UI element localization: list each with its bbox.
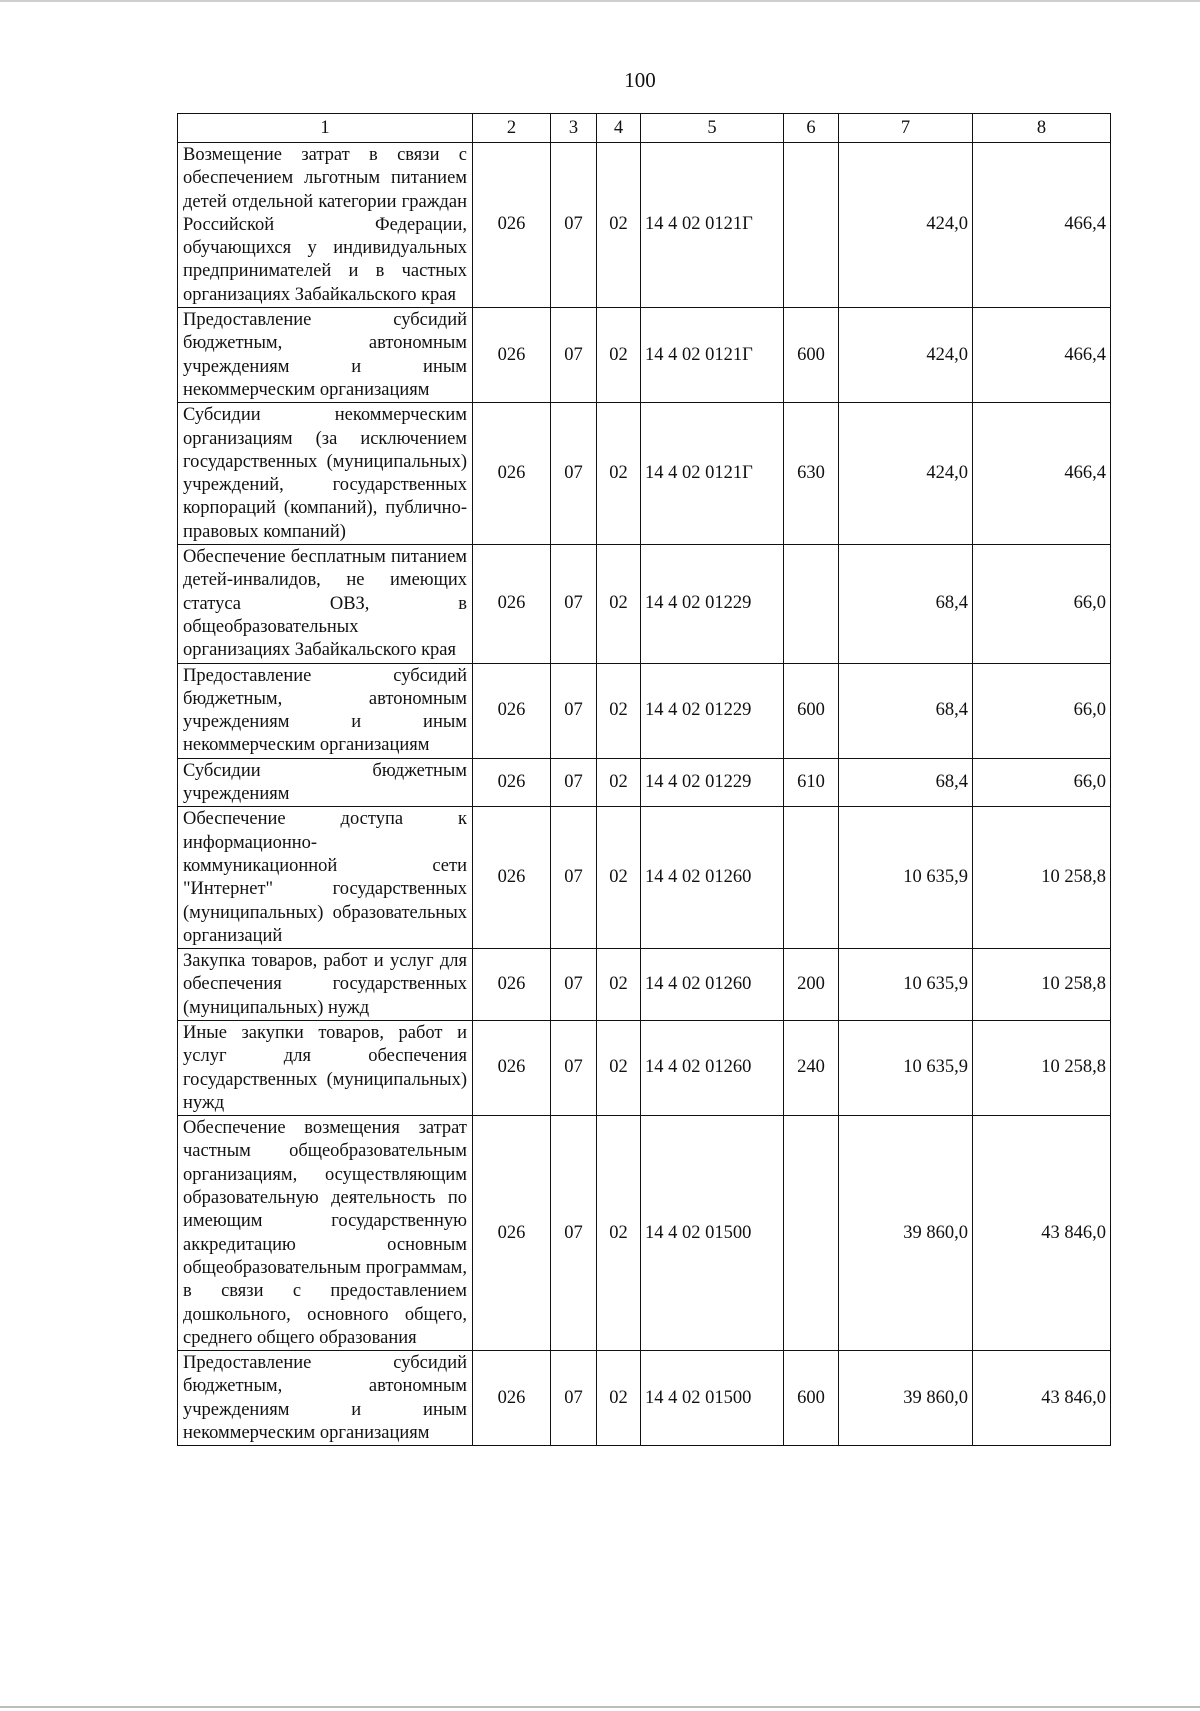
section-code: 07 [551,143,597,308]
row-description: Обеспечение доступа к информационно-коммуникационной сети "Интернет" государственных (муниципальных) образовательных организаций [178,807,473,949]
expense-type-code: 200 [784,949,839,1021]
ministry-code: 026 [473,807,551,949]
table-row [178,403,1111,545]
table-row [178,758,1111,807]
subsection-code: 02 [597,1116,641,1351]
row-description: Обеспечение бесплатным питанием детей-инвалидов, не имеющих статуса ОВЗ, в общеобразовательных организациях Забайкальского края [178,545,473,663]
section-code: 07 [551,308,597,403]
column-number-7: 7 [839,114,973,143]
ministry-code: 026 [473,1351,551,1446]
section-code: 07 [551,949,597,1021]
section-code: 07 [551,1020,597,1115]
row-description: Предоставление субсидий бюджетным, автономным учреждениям и иным некоммерческим организациям [178,663,473,758]
target-article-code: 14 4 02 01229 [641,545,784,663]
amount-year-1: 39 860,0 [839,1351,973,1446]
subsection-code: 02 [597,308,641,403]
subsection-code: 02 [597,949,641,1021]
section-code: 07 [551,807,597,949]
amount-year-2: 466,4 [973,143,1111,308]
row-description: Субсидии некоммерческим организациям (за исключением государственных (муниципальных) учреждений, государственных корпораций (компаний), публично-правовых компаний) [178,403,473,545]
target-article-code: 14 4 02 0121Г [641,403,784,545]
ministry-code: 026 [473,143,551,308]
ministry-code: 026 [473,545,551,663]
amount-year-2: 10 258,8 [973,807,1111,949]
subsection-code: 02 [597,403,641,545]
amount-year-2: 43 846,0 [973,1116,1111,1351]
ministry-code: 026 [473,663,551,758]
subsection-code: 02 [597,1351,641,1446]
row-description: Закупка товаров, работ и услуг для обеспечения государственных (муниципальных) нужд [178,949,473,1021]
expense-type-code: 600 [784,308,839,403]
amount-year-2: 43 846,0 [973,1351,1111,1446]
table-header-row [178,114,1111,143]
target-article-code: 14 4 02 0121Г [641,143,784,308]
column-number-1: 1 [178,114,473,143]
row-description: Иные закупки товаров, работ и услуг для обеспечения государственных (муниципальных) нужд [178,1020,473,1115]
column-number-3: 3 [551,114,597,143]
amount-year-2: 466,4 [973,308,1111,403]
expense-type-code [784,1116,839,1351]
subsection-code: 02 [597,143,641,308]
target-article-code: 14 4 02 01260 [641,1020,784,1115]
amount-year-1: 10 635,9 [839,949,973,1021]
amount-year-1: 424,0 [839,308,973,403]
table-row [178,949,1111,1021]
amount-year-1: 424,0 [839,403,973,545]
amount-year-2: 66,0 [973,663,1111,758]
table-row [178,807,1111,949]
budget-table [177,113,1111,1446]
row-description: Обеспечение возмещения затрат частным общеобразовательным организациям, осуществляющим образовательную деятельность по имеющим государственную аккредитацию основным общеобразовательным программам, в связи с предоставлением дошкольного, основного общего, среднего общего образования [178,1116,473,1351]
ministry-code: 026 [473,1116,551,1351]
section-code: 07 [551,1116,597,1351]
section-code: 07 [551,545,597,663]
amount-year-2: 66,0 [973,545,1111,663]
expense-type-code: 600 [784,663,839,758]
section-code: 07 [551,403,597,545]
row-description: Предоставление субсидий бюджетным, автономным учреждениям и иным некоммерческим организациям [178,308,473,403]
expense-type-code [784,807,839,949]
ministry-code: 026 [473,758,551,807]
subsection-code: 02 [597,758,641,807]
amount-year-2: 10 258,8 [973,949,1111,1021]
row-description: Субсидии бюджетным учреждениям [178,758,473,807]
target-article-code: 14 4 02 01260 [641,807,784,949]
column-number-5: 5 [641,114,784,143]
amount-year-2: 10 258,8 [973,1020,1111,1115]
scan-top-edge [0,0,1200,2]
row-description: Возмещение затрат в связи с обеспечением льготным питанием детей отдельной категории граждан Российской Федерации, обучающихся у индивидуальных предпринимателей и в частных организациях Забайкальского края [178,143,473,308]
target-article-code: 14 4 02 0121Г [641,308,784,403]
table-row [178,1116,1111,1351]
ministry-code: 026 [473,308,551,403]
amount-year-1: 424,0 [839,143,973,308]
target-article-code: 14 4 02 01500 [641,1351,784,1446]
table-row [178,1351,1111,1446]
subsection-code: 02 [597,807,641,949]
section-code: 07 [551,663,597,758]
expense-type-code [784,143,839,308]
ministry-code: 026 [473,949,551,1021]
amount-year-1: 68,4 [839,758,973,807]
amount-year-1: 10 635,9 [839,1020,973,1115]
target-article-code: 14 4 02 01229 [641,663,784,758]
target-article-code: 14 4 02 01500 [641,1116,784,1351]
expense-type-code: 630 [784,403,839,545]
ministry-code: 026 [473,1020,551,1115]
amount-year-1: 68,4 [839,545,973,663]
target-article-code: 14 4 02 01229 [641,758,784,807]
row-description: Предоставление субсидий бюджетным, автономным учреждениям и иным некоммерческим организациям [178,1351,473,1446]
column-number-2: 2 [473,114,551,143]
table-row [178,545,1111,663]
subsection-code: 02 [597,1020,641,1115]
amount-year-1: 10 635,9 [839,807,973,949]
expense-type-code: 240 [784,1020,839,1115]
table-row [178,663,1111,758]
amount-year-2: 466,4 [973,403,1111,545]
amount-year-1: 39 860,0 [839,1116,973,1351]
subsection-code: 02 [597,663,641,758]
column-number-4: 4 [597,114,641,143]
section-code: 07 [551,758,597,807]
expense-type-code: 600 [784,1351,839,1446]
target-article-code: 14 4 02 01260 [641,949,784,1021]
column-number-8: 8 [973,114,1111,143]
section-code: 07 [551,1351,597,1446]
table-row [178,143,1111,308]
amount-year-2: 66,0 [973,758,1111,807]
scan-bottom-edge [0,1706,1200,1708]
page-number: 100 [624,68,656,92]
ministry-code: 026 [473,403,551,545]
amount-year-1: 68,4 [839,663,973,758]
expense-type-code [784,545,839,663]
subsection-code: 02 [597,545,641,663]
column-number-6: 6 [784,114,839,143]
table-row [178,1020,1111,1115]
table-row [178,308,1111,403]
expense-type-code: 610 [784,758,839,807]
